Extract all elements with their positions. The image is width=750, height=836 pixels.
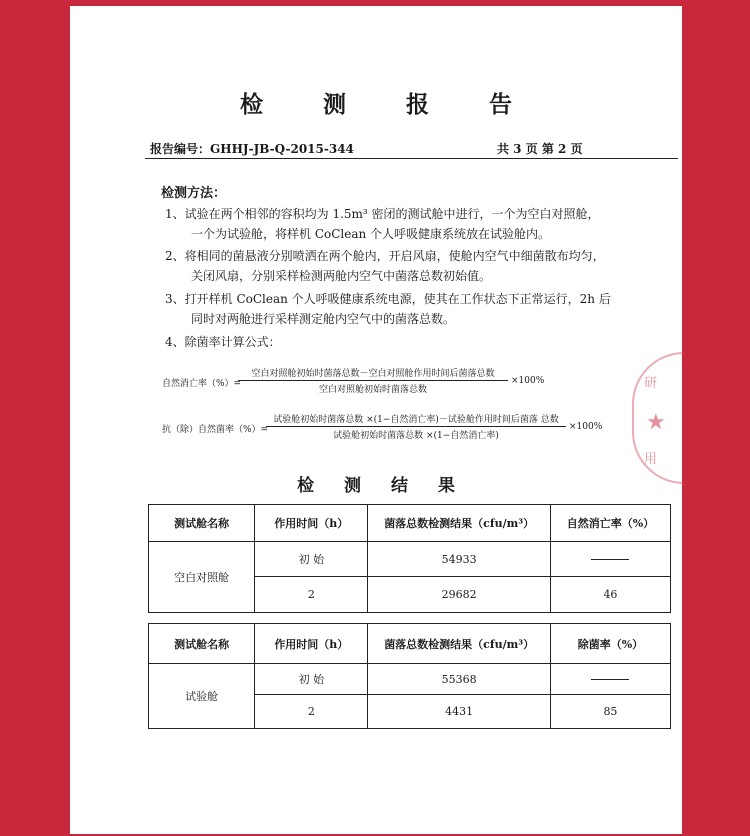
removal-rate-denominator: 试验舱初始时菌落总数 ×(1−自然消亡率) bbox=[333, 431, 499, 441]
table-row bbox=[149, 664, 671, 695]
table-header-cell: 测试舱名称 bbox=[149, 505, 255, 542]
table-row bbox=[149, 542, 671, 577]
time-cell: 2 bbox=[255, 577, 368, 613]
table-header-cell: 菌落总数检测结果（cfu/m³） bbox=[368, 624, 550, 664]
method-item-3 bbox=[165, 289, 611, 329]
fraction-bar bbox=[266, 426, 566, 427]
natural-rate-label: 自然消亡率（%）= bbox=[162, 379, 242, 389]
method-item-line: 1、试验在两个相邻的容积均为 1.5m³ 密闭的测试舱中进行，一个为空白对照舱， bbox=[165, 207, 600, 221]
rate-cell bbox=[550, 664, 670, 695]
table-header-cell: 除菌率（%） bbox=[550, 624, 670, 664]
natural-rate-denominator: 空白对照舱初始时菌落总数 bbox=[318, 385, 427, 395]
removal-rate-suffix: ×100% bbox=[569, 422, 603, 432]
method-item-4 bbox=[165, 332, 281, 352]
table-header-cell: 作用时间（h） bbox=[255, 505, 368, 542]
method-item-2 bbox=[165, 246, 605, 286]
results-table-control bbox=[148, 504, 671, 613]
rate-cell bbox=[550, 542, 670, 577]
page-info: 共 3 页 第 2 页 bbox=[497, 142, 583, 156]
count-cell: 55368 bbox=[368, 664, 550, 695]
rate-cell: 46 bbox=[550, 577, 670, 613]
table-header-cell: 作用时间（h） bbox=[255, 624, 368, 664]
seal-char: 研 bbox=[644, 376, 658, 391]
method-item-line: 3、打开样机 CoClean 个人呼吸健康系统电源，使其在工作状态下正常运行，2h 后 bbox=[165, 292, 611, 306]
chamber-name-cell: 试验舱 bbox=[149, 664, 255, 729]
time-cell: 2 bbox=[255, 695, 368, 729]
natural-rate-suffix: ×100% bbox=[511, 376, 545, 386]
document-title: 检 测 报 告 bbox=[239, 91, 539, 118]
removal-rate-fraction bbox=[266, 412, 566, 441]
removal-rate-label: 抗（除）自然菌率（%）= bbox=[162, 425, 269, 435]
method-item-line: 关闭风扇，分别采样检测两舱内空气中菌落总数初始值。 bbox=[191, 269, 492, 283]
results-heading: 检 测 结 果 bbox=[297, 476, 467, 496]
dash-mark bbox=[591, 679, 629, 680]
dash-mark bbox=[591, 559, 629, 560]
method-item-line: 4、除菌率计算公式： bbox=[165, 335, 281, 349]
report-number: 报告编号：GHHJ-JB-Q-2015-344 bbox=[150, 142, 354, 156]
method-item-line: 同时对两舱进行采样测定舱内空气中的菌落总数。 bbox=[191, 312, 456, 326]
results-table-test bbox=[148, 623, 671, 729]
natural-rate-numerator: 空白对照舱初始时菌落总数－空白对照舱作用时间后菌落总数 bbox=[251, 369, 495, 379]
fraction-bar bbox=[238, 380, 508, 381]
time-cell: 初 始 bbox=[255, 664, 368, 695]
count-cell: 54933 bbox=[368, 542, 550, 577]
report-page bbox=[70, 6, 682, 834]
method-item-line: 一个为试验舱，将样机 CoClean 个人呼吸健康系统放在试验舱内。 bbox=[191, 227, 551, 241]
seal-char: 用 bbox=[644, 452, 658, 467]
chamber-name-cell: 空白对照舱 bbox=[149, 542, 255, 613]
table-header-cell: 自然消亡率（%） bbox=[550, 505, 670, 542]
table-header-row bbox=[149, 624, 671, 664]
time-cell: 初 始 bbox=[255, 542, 368, 577]
table-header-cell: 测试舱名称 bbox=[149, 624, 255, 664]
method-heading: 检测方法： bbox=[161, 186, 227, 201]
count-cell: 29682 bbox=[368, 577, 550, 613]
natural-rate-fraction bbox=[238, 366, 508, 395]
removal-rate-numerator: 试验舱初始时菌落总数 ×(1−自然消亡率)－试验舱作用时间后菌落 总数 bbox=[273, 415, 559, 425]
header-rule bbox=[145, 158, 678, 159]
method-item-line: 2、将相同的菌悬液分别喷洒在两个舱内，开启风扇，使舱内空气中细菌散布均匀， bbox=[165, 249, 605, 263]
table-header-row bbox=[149, 505, 671, 542]
count-cell: 4431 bbox=[368, 695, 550, 729]
rate-cell: 85 bbox=[550, 695, 670, 729]
table-header-cell: 菌落总数检测结果（cfu/m³） bbox=[368, 505, 550, 542]
seal-star-icon: ★ bbox=[646, 410, 666, 435]
method-item-1 bbox=[165, 204, 600, 244]
